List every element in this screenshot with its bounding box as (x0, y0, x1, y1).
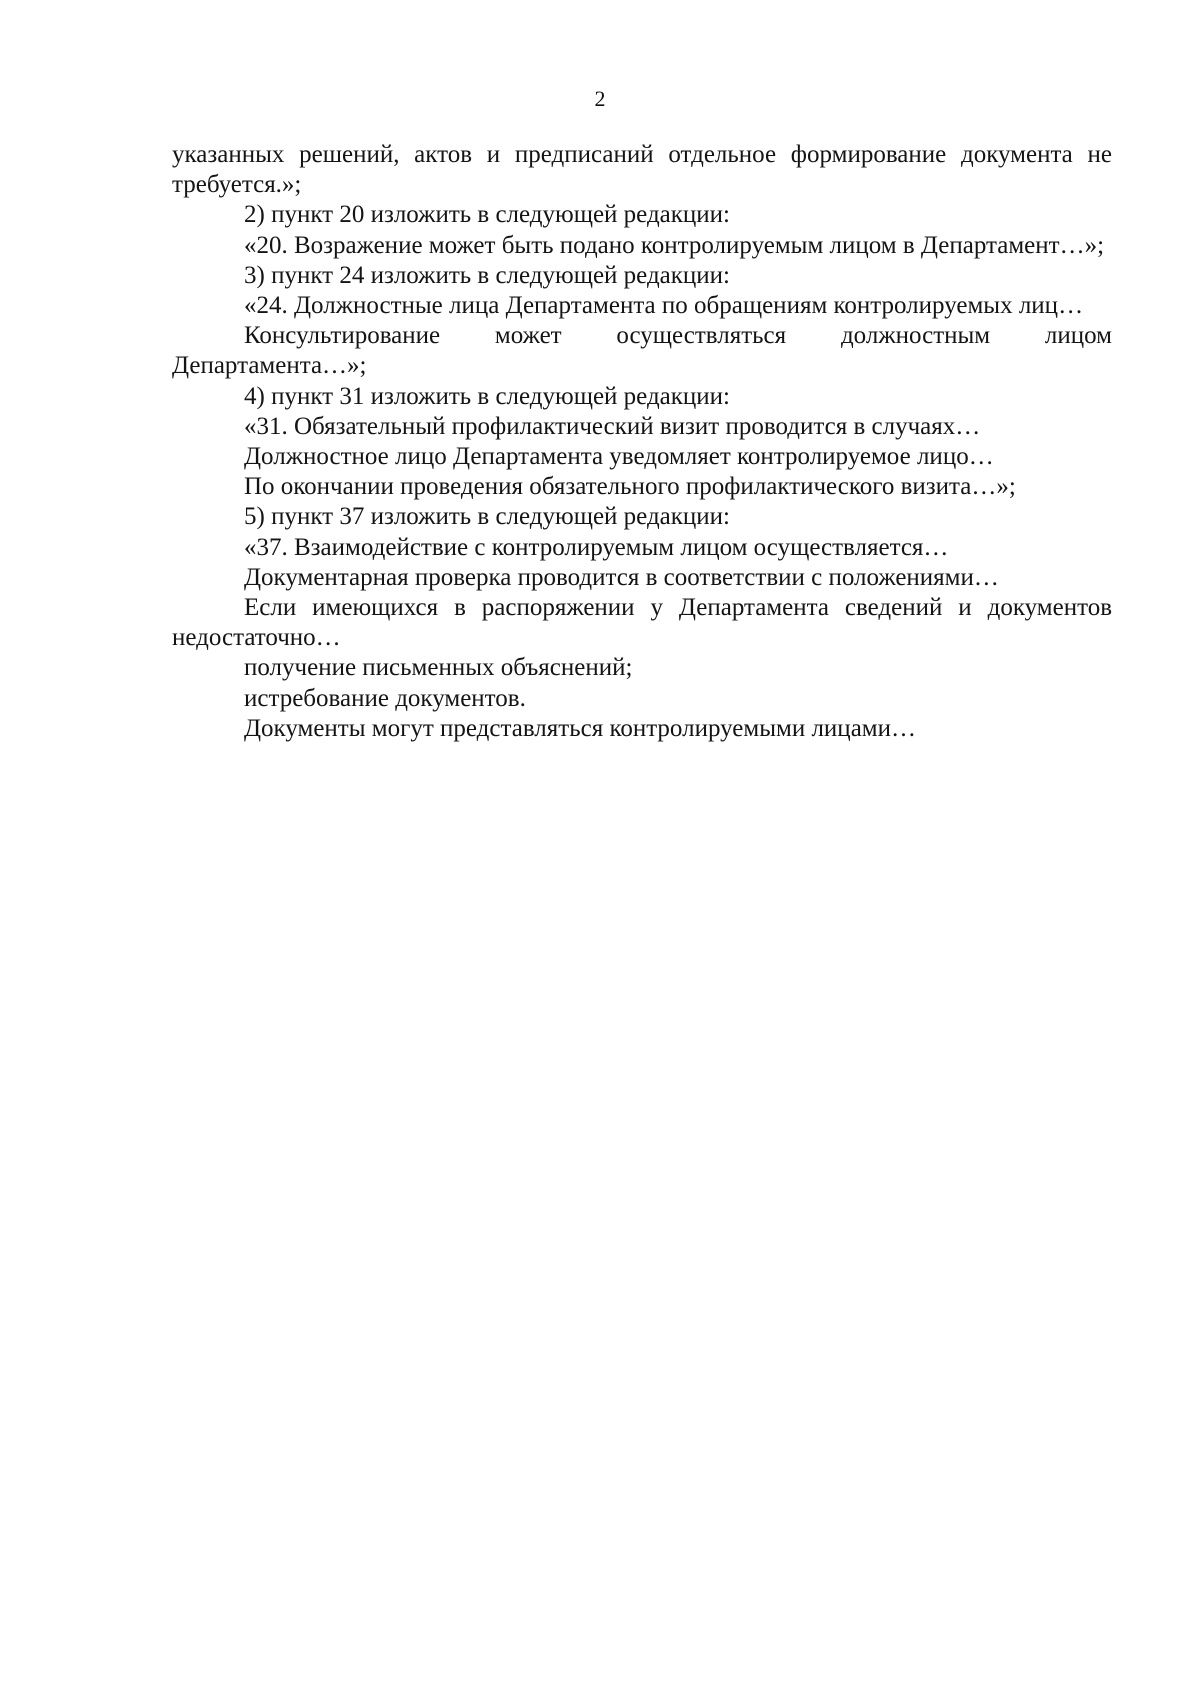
document-body (172, 140, 1112, 744)
paragraph-p16: истребование документов. (244, 684, 526, 712)
paragraph-p17: Документы могут представляться контролируемыми лицами… (244, 714, 916, 742)
paragraph-p14: Если имеющихся в распоряжении у Департамента сведений и документов недостаточно… (172, 594, 1112, 652)
paragraph-p1: указанных решений, актов и предписаний отдельное формирование документа не требуется.»; (172, 141, 1112, 199)
paragraph-p13: Документарная проверка проводится в соответствии с положениями… (244, 563, 999, 591)
paragraph-p7: 4) пункт 31 изложить в следующей редакции: (244, 382, 730, 410)
paragraph-p3: «20. Возражение может быть подано контролируемым лицом в Департамент…»; (244, 231, 1105, 259)
paragraph-p2: 2) пункт 20 изложить в следующей редакции: (244, 201, 730, 229)
paragraph-p8: «31. Обязательный профилактический визит проводится в случаях… (244, 412, 981, 440)
paragraph-p9: Должностное лицо Департамента уведомляет контролируемое лицо… (244, 443, 994, 471)
paragraph-p6: Консультирование может осуществляться должностным лицом Департамента…»; (172, 322, 1112, 380)
paragraph-p5: «24. Должностные лица Департамента по обращениям контролируемых лиц… (244, 292, 1084, 320)
page-number: 2 (594, 86, 606, 111)
paragraph-p12: «37. Взаимодействие с контролируемым лицом осуществляется… (244, 533, 949, 561)
paragraph-p4: 3) пункт 24 изложить в следующей редакции: (244, 261, 730, 289)
paragraph-p11: 5) пункт 37 изложить в следующей редакции: (244, 503, 730, 531)
paragraph-p10: По окончании проведения обязательного профилактического визита…»; (244, 473, 1016, 501)
paragraph-p15: получение письменных объяснений; (244, 654, 633, 682)
